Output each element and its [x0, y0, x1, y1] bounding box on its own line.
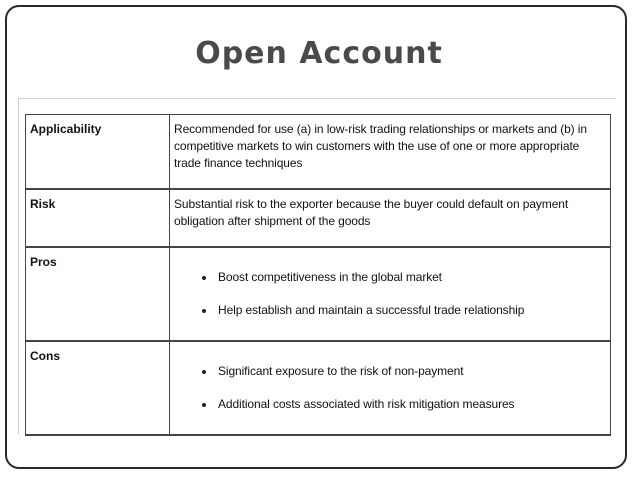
table-row-pros: [26, 247, 611, 341]
row-label-applicability: Applicability: [26, 115, 170, 189]
table-row-risk: [26, 189, 611, 247]
list-item: Significant exposure to the risk of non-payment: [202, 364, 606, 379]
list-item: Help establish and maintain a successful trade relationship: [202, 303, 606, 318]
cons-list: [174, 348, 606, 412]
row-label-risk: Risk: [26, 189, 170, 247]
open-account-table: [25, 114, 611, 436]
pros-list: [174, 254, 606, 318]
table-row-applicability: [26, 115, 611, 189]
table-row-cons: [26, 341, 611, 435]
slide-title: Open Account: [195, 36, 443, 71]
row-content-cons: [170, 341, 611, 435]
row-label-pros: Pros: [26, 247, 170, 341]
row-content-pros: [170, 247, 611, 341]
row-label-cons: Cons: [26, 341, 170, 435]
list-item: Additional costs associated with risk mitigation measures: [202, 397, 606, 412]
row-text-risk: Substantial risk to the exporter because the buyer could default on payment obligation after shipment of the goods: [170, 189, 611, 247]
row-text-applicability: Recommended for use (a) in low-risk trading relationships or markets and (b) in competitive markets to win customers with the use of one or more appropriate trade finance techniques: [170, 115, 611, 189]
list-item: Boost competitiveness in the global market: [202, 270, 606, 285]
